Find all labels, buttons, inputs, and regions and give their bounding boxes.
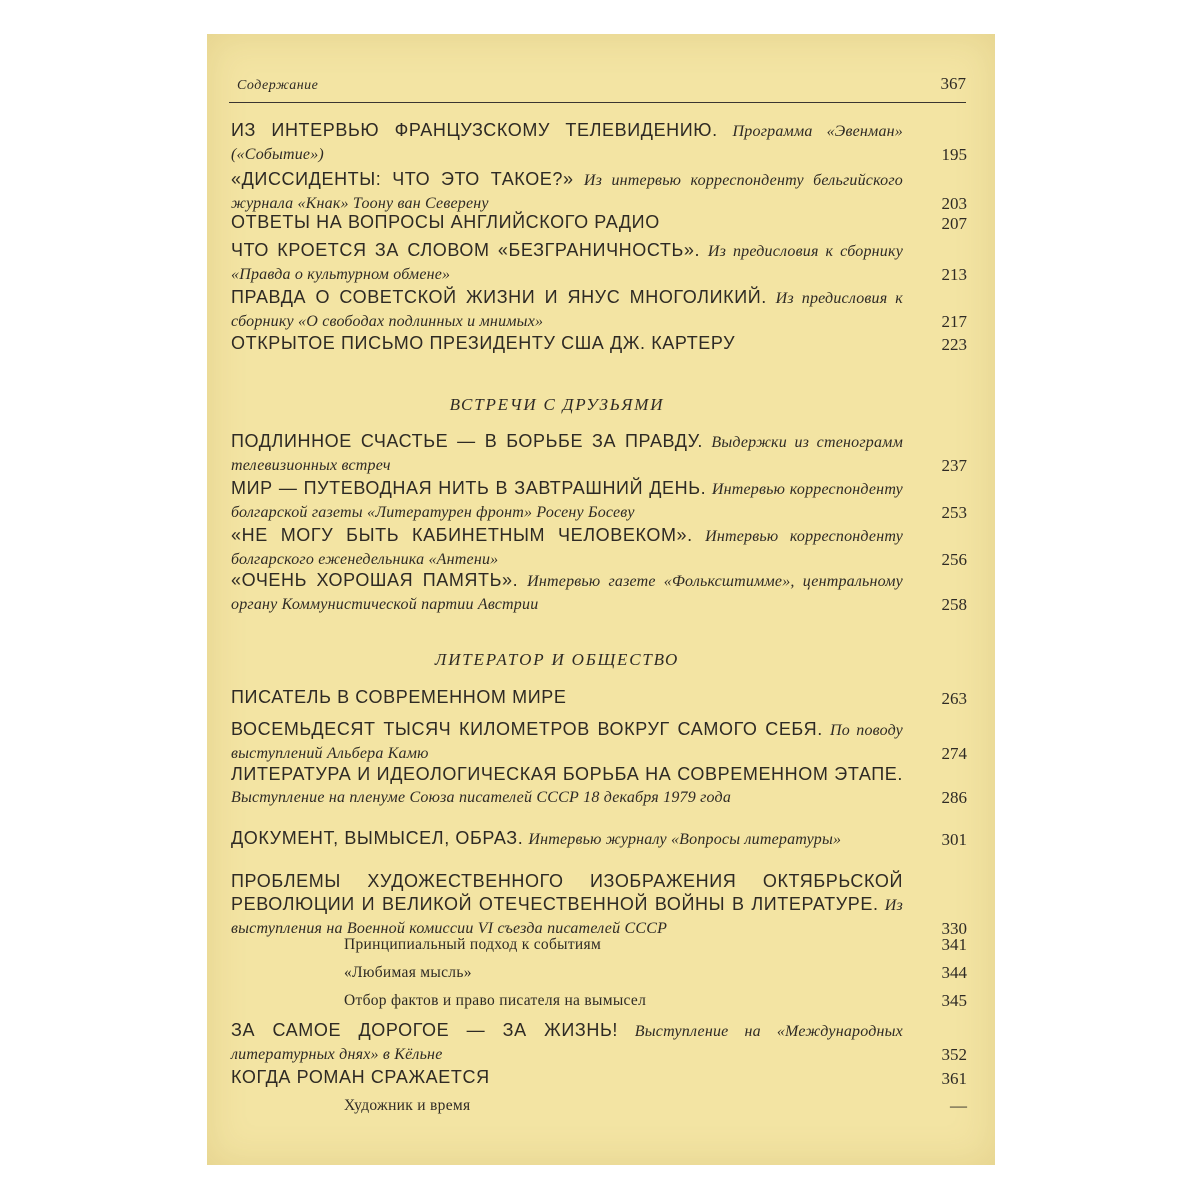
page-number: 367 (940, 74, 966, 93)
toc-entry (231, 718, 967, 765)
subentry-title: Принципиальный подход к событиям (344, 936, 602, 953)
entry-title: ИЗ ИНТЕРВЬЮ ФРАНЦУЗСКОМУ ТЕЛЕВИДЕНИЮ. (231, 120, 718, 140)
entry-title: ЗА САМОЕ ДОРОГОЕ — ЗА ЖИЗНЬ! (231, 1020, 618, 1040)
toc-entry (231, 524, 967, 571)
toc-entry (231, 286, 967, 333)
toc-subentry (231, 1095, 967, 1117)
toc-subentry (231, 990, 967, 1012)
toc-entry (231, 1019, 967, 1066)
entry-note: Интервью газете «Фольксштимме», центральному органу Коммунистической партии Австрии (231, 573, 903, 613)
entry-title: ПРОБЛЕМЫ ХУДОЖЕСТВЕННОГО ИЗОБРАЖЕНИЯ ОКТЯБРЬСКОЙ РЕВОЛЮЦИИ И ВЕЛИКОЙ ОТЕЧЕСТВЕННОЙ ВОЙНЫ В ЛИТЕРАТУРЕ. (231, 871, 903, 914)
subentry-page: 344 (941, 963, 967, 982)
subentry-page: 345 (941, 991, 967, 1010)
entry-page: 258 (941, 595, 967, 614)
entry-title: ПИСАТЕЛЬ В СОВРЕМЕННОМ МИРЕ (231, 687, 567, 707)
subentry-page: 341 (941, 935, 967, 954)
toc-subentry (231, 934, 967, 956)
entry-title: ВОСЕМЬДЕСЯТ ТЫСЯЧ КИЛОМЕТРОВ ВОКРУГ САМОГО СЕБЯ. (231, 719, 823, 739)
toc-entry (231, 477, 967, 524)
entry-page: 213 (941, 265, 967, 284)
entry-note: Интервью корреспонденту болгарского еженедельника «Антени» (231, 528, 904, 568)
running-head-title: Содержание (237, 78, 319, 93)
entry-title: ЧТО КРОЕТСЯ ЗА СЛОВОМ «БЕЗГРАНИЧНОСТЬ». (231, 240, 701, 260)
entry-note: Из предисловия к сборнику «Правда о культурном обмене» (231, 243, 903, 283)
entry-title: ОТВЕТЫ НА ВОПРОСЫ АНГЛИЙСКОГО РАДИО (231, 212, 660, 232)
entry-note: Интервью журналу «Вопросы литературы» (528, 831, 842, 848)
entry-page: 286 (941, 788, 967, 807)
toc-entry (231, 763, 967, 809)
toc-entry (231, 168, 967, 215)
entry-page: 195 (941, 145, 967, 164)
subentry-page: — (950, 1096, 967, 1115)
entry-note: Выступление на пленуме Союза писателей СССР 18 декабря 1979 года (231, 789, 732, 806)
entry-page: 207 (941, 214, 967, 233)
entry-page: 223 (941, 335, 967, 354)
toc-entry (231, 1066, 967, 1090)
toc-entry (231, 332, 967, 356)
entry-page: 361 (941, 1069, 967, 1088)
subentry-title: «Любимая мысль» (344, 964, 472, 981)
toc-entry (231, 430, 967, 477)
toc-entry (231, 827, 967, 851)
section-heading: ВСТРЕЧИ С ДРУЗЬЯМИ (449, 395, 665, 414)
running-head (229, 72, 966, 103)
entry-title: ОТКРЫТОЕ ПИСЬМО ПРЕЗИДЕНТУ США ДЖ. КАРТЕРУ (231, 333, 736, 353)
entry-title: ЛИТЕРАТУРА И ИДЕОЛОГИЧЕСКАЯ БОРЬБА НА СОВРЕМЕННОМ ЭТАПЕ. (231, 764, 903, 784)
entry-title: «ДИССИДЕНТЫ: ЧТО ЭТО ТАКОЕ?» (231, 169, 574, 189)
entry-page: 256 (941, 550, 967, 569)
entry-note: Из интервью корреспонденту бельгийского журнала «Кнак» Тоону ван Северену (231, 172, 904, 212)
entry-page: 301 (941, 830, 967, 849)
toc-entry (231, 870, 967, 940)
toc-entry (231, 119, 967, 166)
entry-title: «ОЧЕНЬ ХОРОШАЯ ПАМЯТЬ». (231, 570, 519, 590)
toc-entry (231, 211, 967, 235)
entry-note: Выступление на «Международных литературных днях» в Кёльне (231, 1023, 903, 1063)
entry-page: 217 (941, 312, 967, 331)
toc-subentry (231, 962, 967, 984)
entry-title: МИР — ПУТЕВОДНАЯ НИТЬ В ЗАВТРАШНИЙ ДЕНЬ. (231, 478, 707, 498)
entry-title: ПРАВДА О СОВЕТСКОЙ ЖИЗНИ И ЯНУС МНОГОЛИКИЙ. (231, 287, 767, 307)
entry-title: «НЕ МОГУ БЫТЬ КАБИНЕТНЫМ ЧЕЛОВЕКОМ». (231, 525, 693, 545)
toc-entry (231, 239, 967, 286)
entry-page: 253 (941, 503, 967, 522)
entry-title: ПОДЛИННОЕ СЧАСТЬЕ — В БОРЬБЕ ЗА ПРАВДУ. (231, 431, 704, 451)
entry-note: Из предисловия к сборнику «О свободах подлинных и мнимых» (231, 290, 903, 330)
toc-entry (231, 569, 967, 616)
toc-entry (231, 686, 967, 710)
subentry-title: Художник и время (344, 1097, 471, 1114)
entry-note: По поводу выступлений Альбера Камю (231, 722, 903, 762)
entry-page: 330 (941, 919, 967, 938)
entry-page: 263 (941, 689, 967, 708)
entry-title: ДОКУМЕНТ, ВЫМЫСЕЛ, ОБРАЗ. (231, 828, 524, 848)
entry-note: Выдержки из стенограмм телевизионных встреч (231, 434, 903, 474)
section-heading: ЛИТЕРАТОР И ОБЩЕСТВО (434, 650, 680, 669)
entry-page: 274 (941, 744, 967, 763)
entry-note: Из выступления на Военной комиссии VI съезда писателей СССР (231, 897, 903, 937)
book-page (207, 34, 995, 1165)
entry-page: 237 (941, 456, 967, 475)
entry-note: Интервью корреспонденту болгарской газеты «Литературен фронт» Росену Босеву (231, 481, 903, 521)
subentry-title: Отбор фактов и право писателя на вымысел (344, 992, 647, 1009)
entry-page: 203 (941, 194, 967, 213)
entry-page: 352 (941, 1045, 967, 1064)
entry-title: КОГДА РОМАН СРАЖАЕТСЯ (231, 1067, 490, 1087)
entry-note: Программа «Эвенман» («Событие») (231, 123, 903, 163)
